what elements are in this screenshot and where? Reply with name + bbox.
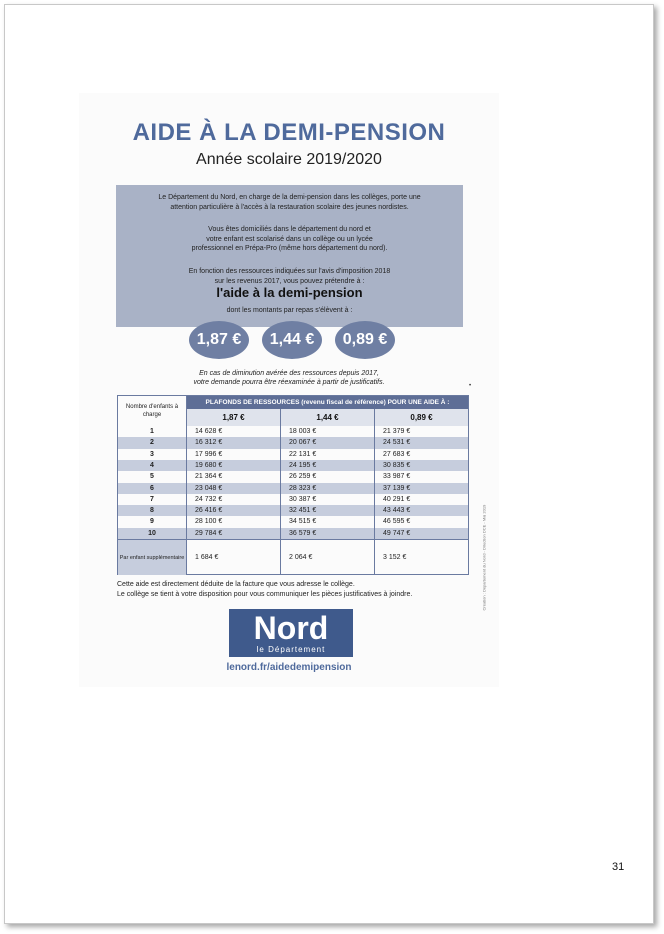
bullet-dot: • bbox=[469, 383, 472, 389]
children-count: 3 bbox=[150, 450, 154, 458]
price-badge: 1,87 € bbox=[189, 321, 249, 359]
ceiling-value: 23 048 € bbox=[195, 484, 223, 492]
resources-line: sur les revenus 2017, vous pouvez prétendre à : bbox=[214, 277, 365, 285]
intro-line: Le Département du Nord, en charge de la demi-pension dans les collèges, porte une bbox=[158, 194, 421, 201]
ceiling-value: 14 628 € bbox=[195, 428, 223, 435]
table-row bbox=[118, 505, 468, 516]
conditions-paragraph bbox=[116, 225, 463, 254]
conditions-line: votre enfant est scolarisé dans un collège ou un lycée bbox=[206, 235, 373, 243]
ceiling-value: 32 451 € bbox=[289, 507, 317, 515]
resources-paragraph bbox=[116, 267, 463, 286]
table-row bbox=[118, 426, 468, 437]
document-page bbox=[4, 4, 654, 924]
resource-ceiling-table bbox=[117, 395, 469, 575]
reduction-note bbox=[79, 369, 499, 387]
website-url: lenord.fr/aidedemipension bbox=[226, 662, 352, 673]
table-row bbox=[118, 516, 468, 527]
ceiling-value: 21 364 € bbox=[195, 473, 223, 481]
intro-line: attention particulière à l'accès à la restauration scolaire des jeunes nordistes. bbox=[170, 203, 409, 211]
column-header: 1,87 € bbox=[187, 409, 280, 426]
flyer-title: AIDE À LA DEMI-PENSION bbox=[132, 119, 446, 146]
ceiling-value: 24 531 € bbox=[383, 439, 411, 447]
logo-wordmark: Nord bbox=[253, 610, 329, 646]
ceiling-value: 17 996 € bbox=[195, 450, 223, 458]
ceiling-value: 3 152 € bbox=[383, 554, 407, 561]
info-box bbox=[116, 185, 463, 327]
table-row bbox=[118, 483, 468, 494]
ceiling-value: 30 387 € bbox=[289, 495, 317, 503]
column-header: 0,89 € bbox=[375, 409, 468, 426]
credit-text: Création : Département du Nord - Direction DCE - Mai 2019 bbox=[481, 504, 487, 611]
children-count: 1 bbox=[150, 428, 154, 435]
table-row bbox=[118, 449, 468, 460]
column-header: 1,44 € bbox=[281, 409, 374, 426]
flyer-subtitle: Année scolaire 2019/2020 bbox=[196, 151, 382, 168]
ceiling-value: 43 443 € bbox=[383, 507, 411, 515]
ceiling-value: 24 732 € bbox=[195, 495, 223, 503]
price-badge: 0,89 € bbox=[335, 321, 395, 359]
table-row bbox=[118, 437, 468, 448]
ceiling-value: 49 747 € bbox=[383, 529, 411, 537]
ceiling-value: 30 835 € bbox=[383, 461, 411, 469]
table-banner: PLAFONDS DE RESSOURCES (revenu fiscal de référence) POUR UNE AIDE À : bbox=[187, 396, 468, 409]
ceiling-value: 2 064 € bbox=[289, 554, 313, 561]
ceiling-value: 40 291 € bbox=[383, 495, 411, 503]
footer-line: Le collège se tient à votre disposition pour vous communiquer les pièces justificatives à joindre. bbox=[117, 591, 413, 598]
conditions-line: Vous êtes domiciliés dans le département du nord et bbox=[208, 226, 371, 233]
ceiling-value: 22 131 € bbox=[289, 450, 317, 458]
column-divider bbox=[280, 409, 281, 574]
children-count: 6 bbox=[150, 484, 154, 492]
ceiling-value: 21 379 € bbox=[383, 428, 411, 435]
ceiling-value: 27 683 € bbox=[383, 450, 411, 458]
conditions-line: professionnel en Prépa-Pro (même hors département du nord). bbox=[191, 245, 388, 252]
ceiling-value: 26 416 € bbox=[195, 507, 223, 515]
intro-paragraph bbox=[116, 193, 463, 212]
ceiling-value: 18 003 € bbox=[289, 428, 317, 435]
ceiling-value: 29 784 € bbox=[195, 529, 223, 537]
ceiling-value: 28 100 € bbox=[195, 518, 223, 526]
ceiling-value: 26 259 € bbox=[289, 473, 317, 481]
children-count: 9 bbox=[150, 518, 154, 526]
aide-heading: l'aide à la demi-pension bbox=[216, 285, 363, 300]
children-count: 8 bbox=[150, 507, 154, 515]
table-corner-label: Nombre d'enfants à charge bbox=[118, 396, 187, 426]
price-badge: 1,44 € bbox=[262, 321, 322, 359]
note-line: En cas de diminution avérée des ressources depuis 2017, bbox=[199, 370, 379, 377]
ceiling-value: 24 195 € bbox=[289, 461, 317, 469]
ceiling-value: 1 684 € bbox=[195, 554, 219, 561]
ceiling-value: 19 680 € bbox=[195, 461, 223, 469]
ceiling-value: 28 323 € bbox=[289, 484, 317, 492]
ceiling-value: 36 579 € bbox=[289, 529, 317, 537]
children-count: 10 bbox=[148, 529, 156, 537]
table-row bbox=[118, 494, 468, 505]
footer-line: Cette aide est directement déduite de la facture que vous adresse le collège. bbox=[117, 581, 355, 588]
footer-paragraph bbox=[117, 580, 477, 600]
ceiling-value: 20 067 € bbox=[289, 439, 317, 447]
table-row bbox=[118, 460, 468, 471]
table-row bbox=[118, 471, 468, 482]
children-count: 2 bbox=[150, 439, 154, 447]
logo-subtitle: le Département bbox=[256, 645, 326, 654]
page-number: 31 bbox=[612, 861, 625, 873]
resources-line: En fonction des ressources indiquées sur l'avis d'imposition 2018 bbox=[188, 268, 391, 275]
credit-vertical bbox=[479, 463, 485, 613]
ceiling-value: 16 312 € bbox=[195, 439, 223, 447]
ceiling-value: 37 139 € bbox=[383, 484, 411, 492]
nord-logo bbox=[229, 609, 353, 657]
column-divider bbox=[186, 396, 187, 574]
montants-line: dont les montants par repas s'élèvent à : bbox=[226, 307, 353, 314]
ceiling-value: 46 595 € bbox=[383, 518, 411, 526]
children-count: 4 bbox=[150, 461, 154, 469]
column-divider bbox=[374, 409, 375, 574]
children-count: 5 bbox=[150, 473, 154, 481]
note-line: votre demande pourra être réexaminée à partir de justificatifs. bbox=[193, 379, 385, 386]
ceiling-value: 33 987 € bbox=[383, 473, 411, 481]
table-row bbox=[118, 528, 468, 539]
extra-child-row bbox=[118, 539, 468, 575]
extra-child-label: Par enfant supplémentaire bbox=[118, 540, 186, 575]
children-count: 7 bbox=[150, 495, 154, 503]
flyer bbox=[79, 93, 499, 687]
ceiling-value: 34 515 € bbox=[289, 518, 317, 526]
